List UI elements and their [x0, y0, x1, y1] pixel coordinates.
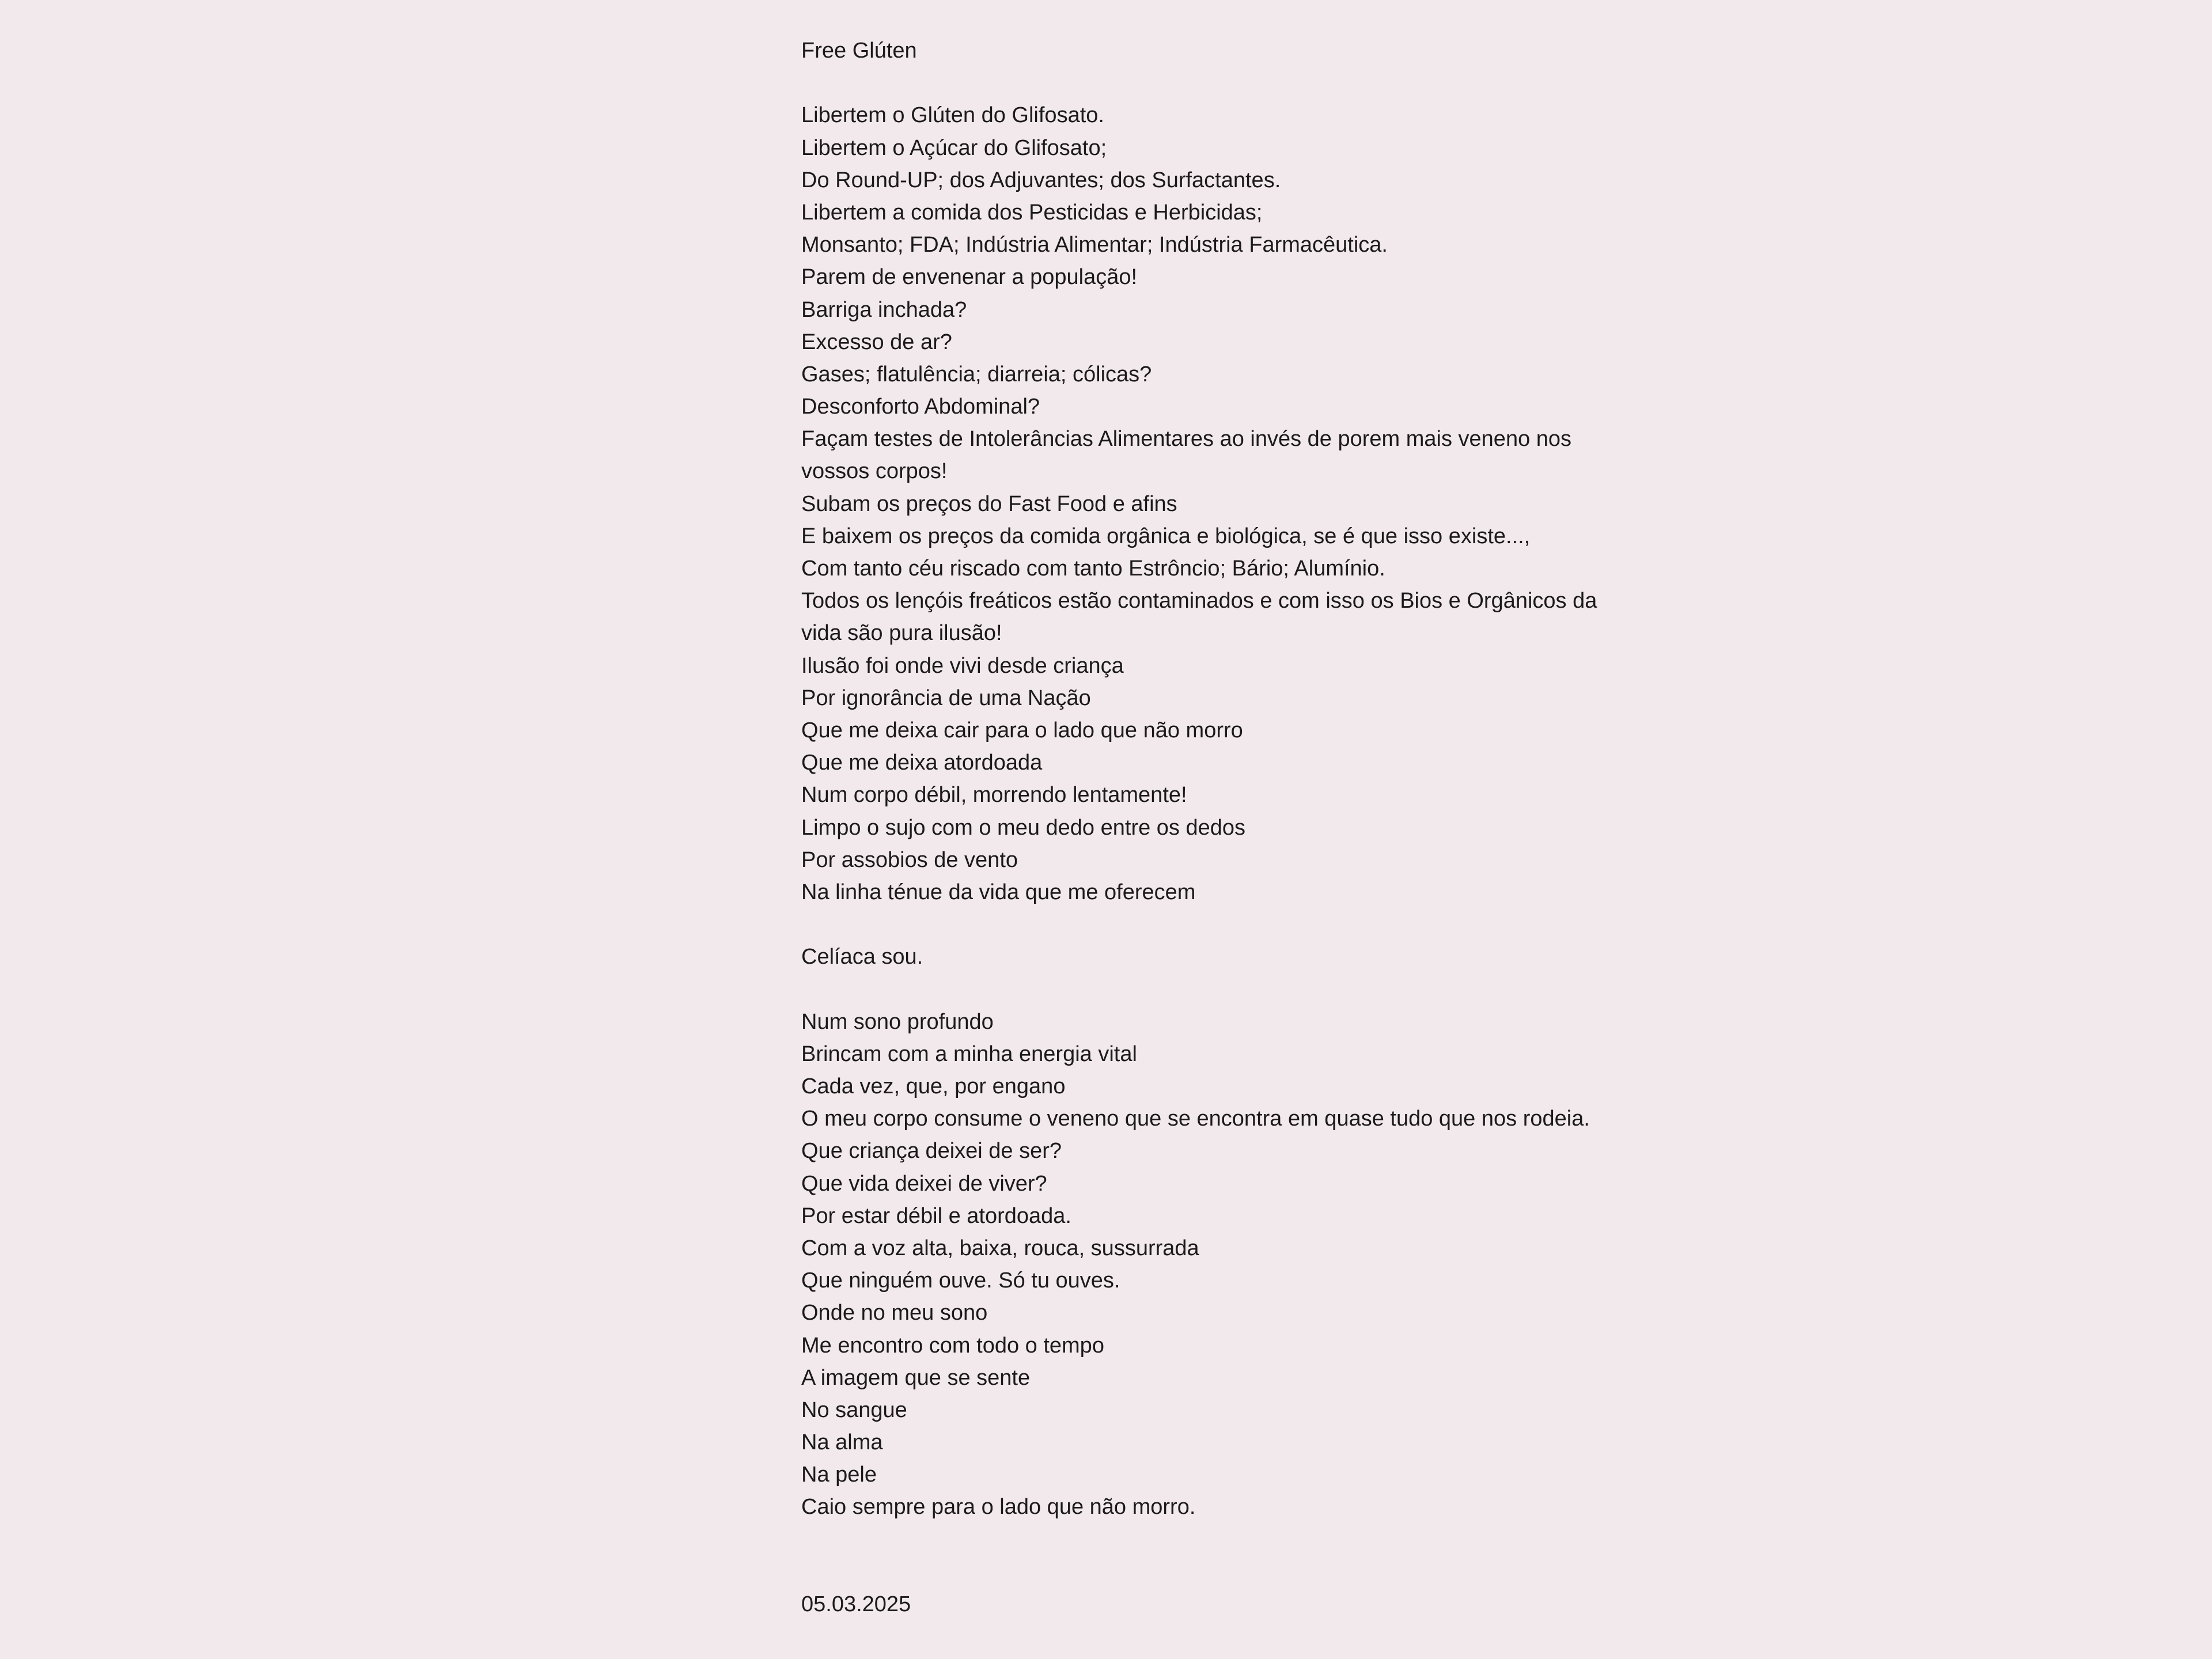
poem-line: Por estar débil e atordoada.	[801, 1203, 1071, 1228]
poem-line: Brincam com a minha energia vital	[801, 1041, 1137, 1066]
poem-line: Num sono profundo	[801, 1009, 994, 1034]
poem-line: vossos corpos!	[801, 459, 948, 484]
poem-line: Por ignorância de uma Nação	[801, 685, 1091, 710]
poem-line: Celíaca sou.	[801, 945, 923, 969]
poem-line: Caio sempre para o lado que não morro.	[801, 1495, 1196, 1520]
poem-line: Que me deixa cair para o lado que não morro	[801, 718, 1243, 743]
poem-line: Que vida deixei de viver?	[801, 1171, 1047, 1196]
poem-line: Façam testes de Intolerâncias Alimentares ao invés de porem mais veneno nos	[801, 427, 1572, 452]
poem-line: Libertem o Glúten do Glifosato.	[801, 103, 1104, 128]
poem-line: vida são pura ilusão!	[801, 621, 1002, 646]
poem-line: Com tanto céu riscado com tanto Estrôncio; Bário; Alumínio.	[801, 556, 1385, 581]
poem-line: Barriga inchada?	[801, 297, 967, 322]
poem-line: Por assobios de vento	[801, 847, 1018, 872]
blank-line	[801, 1524, 1597, 1556]
poem-line: Limpo o sujo com o meu dedo entre os dedos	[801, 815, 1246, 840]
poem-line: Na linha ténue da vida que me oferecem	[801, 880, 1196, 904]
poem-title: Free Glúten	[801, 39, 917, 63]
poem-line: Desconforto Abdominal?	[801, 395, 1040, 419]
poem-line: Libertem o Açúcar do Glifosato;	[801, 135, 1107, 160]
poem-line: Cada vez, que, por engano	[801, 1074, 1066, 1099]
blank-line	[801, 67, 1597, 99]
poem-date: 05.03.2025	[801, 1592, 911, 1616]
poem-line: Do Round-UP; dos Adjuvantes; dos Surfactantes.	[801, 168, 1281, 192]
poem-line: Excesso de ar?	[801, 329, 952, 354]
poem-line: Libertem a comida dos Pesticidas e Herbicidas;	[801, 200, 1263, 225]
poem-line: Ilusão foi onde vivi desde criança	[801, 653, 1124, 678]
poem-line: Na pele	[801, 1463, 877, 1487]
poem-line: Que criança deixei de ser?	[801, 1139, 1062, 1164]
poem-line: Que ninguém ouve. Só tu ouves.	[801, 1268, 1120, 1293]
poem-line: A imagem que se sente	[801, 1365, 1031, 1390]
poem-line: E baixem os preços da comida orgânica e biológica, se é que isso existe...,	[801, 524, 1531, 548]
stanza-1	[801, 99, 1597, 908]
stanza-3	[801, 1006, 1597, 1524]
poem-line: Onde no meu sono	[801, 1301, 988, 1325]
poem-line: Parem de envenenar a população!	[801, 265, 1138, 290]
blank-line	[801, 1556, 1597, 1588]
poem-line: Me encontro com todo o tempo	[801, 1333, 1104, 1358]
blank-line	[801, 908, 1597, 941]
poem-line: O meu corpo consume o veneno que se encontra em quase tudo que nos rodeia.	[801, 1107, 1590, 1131]
poem-line: Gases; flatulência; diarreia; cólicas?	[801, 362, 1152, 387]
poem-line: Na alma	[801, 1430, 883, 1455]
poem	[801, 35, 1597, 1620]
poem-line: Que me deixa atordoada	[801, 751, 1043, 775]
poem-line: Todos os lençóis freáticos estão contaminados e com isso os Bios e Orgânicos da	[801, 589, 1597, 613]
poem-line: Subam os preços do Fast Food e afins	[801, 491, 1177, 516]
blank-line	[801, 973, 1597, 1005]
poem-line: No sangue	[801, 1397, 907, 1422]
poem-line: Monsanto; FDA; Indústria Alimentar; Indústria Farmacêutica.	[801, 233, 1388, 257]
poem-line: Num corpo débil, morrendo lentamente!	[801, 783, 1187, 808]
poem-line: Com a voz alta, baixa, rouca, sussurrada	[801, 1236, 1199, 1260]
stanza-2	[801, 941, 1597, 973]
